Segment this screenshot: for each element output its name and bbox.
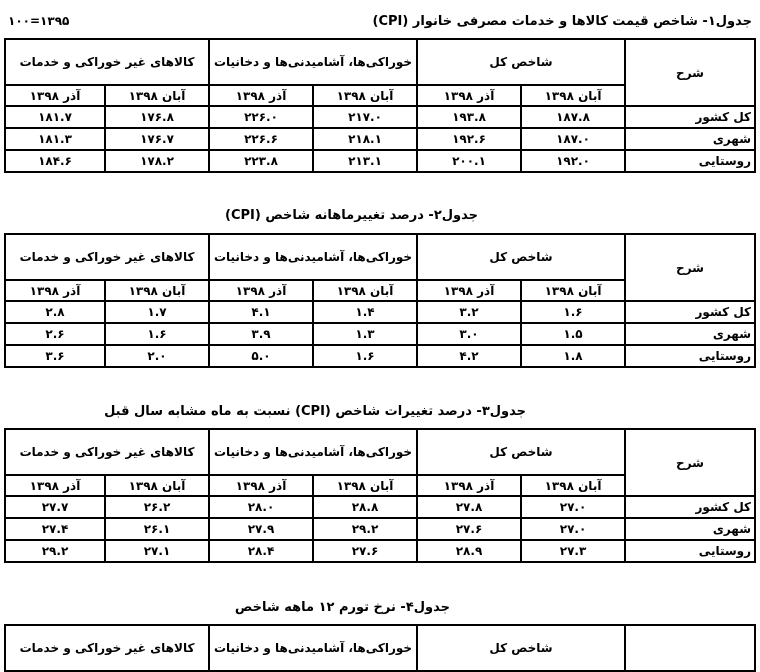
base-year-note: ۱۳۹۵=۱۰۰ <box>8 14 70 28</box>
table-row <box>5 301 755 323</box>
month-header: آذر ۱۳۹۸ <box>209 280 313 301</box>
table-cell: ۱۷۶.۸ <box>105 106 209 128</box>
table-cell: ۳.۹ <box>209 323 313 345</box>
table-cell: ۲۷.۹ <box>209 518 313 540</box>
table-row <box>5 128 755 150</box>
table-cell: ۱۸۱.۳ <box>5 128 105 150</box>
table-cell: ۱.۵ <box>521 323 625 345</box>
group-header-total: شاخص کل <box>417 39 625 85</box>
group-header-row <box>5 429 755 475</box>
table-cell: ۲۸.۴ <box>209 540 313 562</box>
table-cell: ۲۱۸.۱ <box>313 128 417 150</box>
table-cell: ۲۲۶.۶ <box>209 128 313 150</box>
table-cell: ۲۸.۰ <box>209 496 313 518</box>
table-1 <box>4 38 756 173</box>
table-cell: ۳.۶ <box>5 345 105 367</box>
table-cell: ۱.۶ <box>105 323 209 345</box>
group-header-nonfood: کالاهای غیر خوراکی و خدمات <box>5 429 209 475</box>
group-header-food: خوراکی‌ها، آشامیدنی‌ها و دخانیات <box>209 39 417 85</box>
group-header-row <box>5 39 755 85</box>
month-header: آبان ۱۳۹۸ <box>313 85 417 106</box>
table-cell: ۲۸.۹ <box>417 540 521 562</box>
row-label: کل کشور <box>625 496 755 518</box>
month-header: آذر ۱۳۹۸ <box>417 280 521 301</box>
table-cell: ۲.۰ <box>105 345 209 367</box>
month-header: آبان ۱۳۹۸ <box>521 280 625 301</box>
table-cell: ۱.۳ <box>313 323 417 345</box>
table-cell: ۱۷۸.۲ <box>105 150 209 172</box>
table-cell: ۴.۱ <box>209 301 313 323</box>
group-header-total: شاخص کل <box>417 625 625 671</box>
table-cell: ۱.۶ <box>521 301 625 323</box>
table-row <box>5 323 755 345</box>
table-cell: ۱.۶ <box>313 345 417 367</box>
table-cell: ۲۷.۱ <box>105 540 209 562</box>
table-cell: ۲۷.۸ <box>417 496 521 518</box>
table-row <box>5 540 755 562</box>
row-label: روستایی <box>625 540 755 562</box>
month-header: آذر ۱۳۹۸ <box>5 475 105 496</box>
table-row <box>5 150 755 172</box>
desc-header: شرح <box>625 429 755 496</box>
row-label: کل کشور <box>625 106 755 128</box>
table-cell: ۱۸۷.۸ <box>521 106 625 128</box>
table-2-caption: جدول۲- درصد تغییرماهانه شاخص (CPI) <box>225 208 478 223</box>
month-header: آبان ۱۳۹۸ <box>105 475 209 496</box>
group-header-row <box>5 625 755 671</box>
group-header-food: خوراکی‌ها، آشامیدنی‌ها و دخانیات <box>209 429 417 475</box>
table-2 <box>4 233 756 368</box>
row-label: کل کشور <box>625 301 755 323</box>
table-cell: ۲۱۳.۱ <box>313 150 417 172</box>
table-cell: ۲۷.۶ <box>313 540 417 562</box>
table-cell: ۲۲۶.۰ <box>209 106 313 128</box>
desc-header <box>625 625 755 671</box>
row-label: شهری <box>625 128 755 150</box>
row-label: روستایی <box>625 150 755 172</box>
table-cell: ۳.۰ <box>417 323 521 345</box>
desc-header: شرح <box>625 39 755 106</box>
table-row <box>5 345 755 367</box>
group-header-nonfood: کالاهای غیر خوراکی و خدمات <box>5 625 209 671</box>
month-header: آذر ۱۳۹۸ <box>209 85 313 106</box>
row-label: شهری <box>625 518 755 540</box>
group-header-food: خوراکی‌ها، آشامیدنی‌ها و دخانیات <box>209 625 417 671</box>
month-header: آذر ۱۳۹۸ <box>209 475 313 496</box>
table-1-caption: جدول۱- شاخص قیمت کالاها و خدمات مصرفی خانوار (CPI) <box>372 14 752 29</box>
group-header-food: خوراکی‌ها، آشامیدنی‌ها و دخانیات <box>209 234 417 280</box>
group-header-total: شاخص کل <box>417 429 625 475</box>
table-cell: ۱۹۲.۰ <box>521 150 625 172</box>
table-cell: ۲۹.۲ <box>313 518 417 540</box>
table-3-caption: جدول۳- درصد تغییرات شاخص (CPI) نسبت به ماه مشابه سال قبل <box>104 404 526 419</box>
table-cell: ۲۹.۲ <box>5 540 105 562</box>
table-row <box>5 518 755 540</box>
month-header: آبان ۱۳۹۸ <box>521 475 625 496</box>
table-cell: ۱.۴ <box>313 301 417 323</box>
table-cell: ۱۸۷.۰ <box>521 128 625 150</box>
month-header: آذر ۱۳۹۸ <box>417 475 521 496</box>
table-cell: ۲۷.۷ <box>5 496 105 518</box>
table-cell: ۵.۰ <box>209 345 313 367</box>
table-row <box>5 106 755 128</box>
table-cell: ۲۷.۴ <box>5 518 105 540</box>
row-label: روستایی <box>625 345 755 367</box>
row-label: شهری <box>625 323 755 345</box>
table-cell: ۲۰۰.۱ <box>417 150 521 172</box>
table-4-caption: جدول۴- نرخ تورم ۱۲ ماهه شاخص <box>234 600 450 615</box>
month-header: آبان ۱۳۹۸ <box>313 280 417 301</box>
month-header: آذر ۱۳۹۸ <box>5 85 105 106</box>
table-cell: ۲۷.۰ <box>521 496 625 518</box>
table-cell: ۱۹۲.۶ <box>417 128 521 150</box>
month-header: آبان ۱۳۹۸ <box>313 475 417 496</box>
table-cell: ۴.۲ <box>417 345 521 367</box>
table-cell: ۱۹۳.۸ <box>417 106 521 128</box>
month-header: آبان ۱۳۹۸ <box>105 85 209 106</box>
table-cell: ۲۷.۰ <box>521 518 625 540</box>
table-cell: ۱۸۱.۷ <box>5 106 105 128</box>
table-4 <box>4 624 756 672</box>
table-cell: ۱۸۴.۶ <box>5 150 105 172</box>
month-header: آذر ۱۳۹۸ <box>417 85 521 106</box>
group-header-row <box>5 234 755 280</box>
desc-header: شرح <box>625 234 755 301</box>
month-header: آبان ۱۳۹۸ <box>105 280 209 301</box>
table-cell: ۲.۸ <box>5 301 105 323</box>
month-header: آذر ۱۳۹۸ <box>5 280 105 301</box>
table-cell: ۲۶.۱ <box>105 518 209 540</box>
group-header-nonfood: کالاهای غیر خوراکی و خدمات <box>5 234 209 280</box>
table-cell: ۲۷.۳ <box>521 540 625 562</box>
table-cell: ۱۷۶.۷ <box>105 128 209 150</box>
table-cell: ۲۱۷.۰ <box>313 106 417 128</box>
table-cell: ۲.۶ <box>5 323 105 345</box>
table-cell: ۲۷.۶ <box>417 518 521 540</box>
table-cell: ۲۸.۸ <box>313 496 417 518</box>
group-header-nonfood: کالاهای غیر خوراکی و خدمات <box>5 39 209 85</box>
table-3 <box>4 428 756 563</box>
month-header: آبان ۱۳۹۸ <box>521 85 625 106</box>
table-cell: ۲۶.۲ <box>105 496 209 518</box>
table-cell: ۱.۸ <box>521 345 625 367</box>
group-header-total: شاخص کل <box>417 234 625 280</box>
table-cell: ۳.۲ <box>417 301 521 323</box>
table-cell: ۲۲۳.۸ <box>209 150 313 172</box>
table-cell: ۱.۷ <box>105 301 209 323</box>
table-row <box>5 496 755 518</box>
